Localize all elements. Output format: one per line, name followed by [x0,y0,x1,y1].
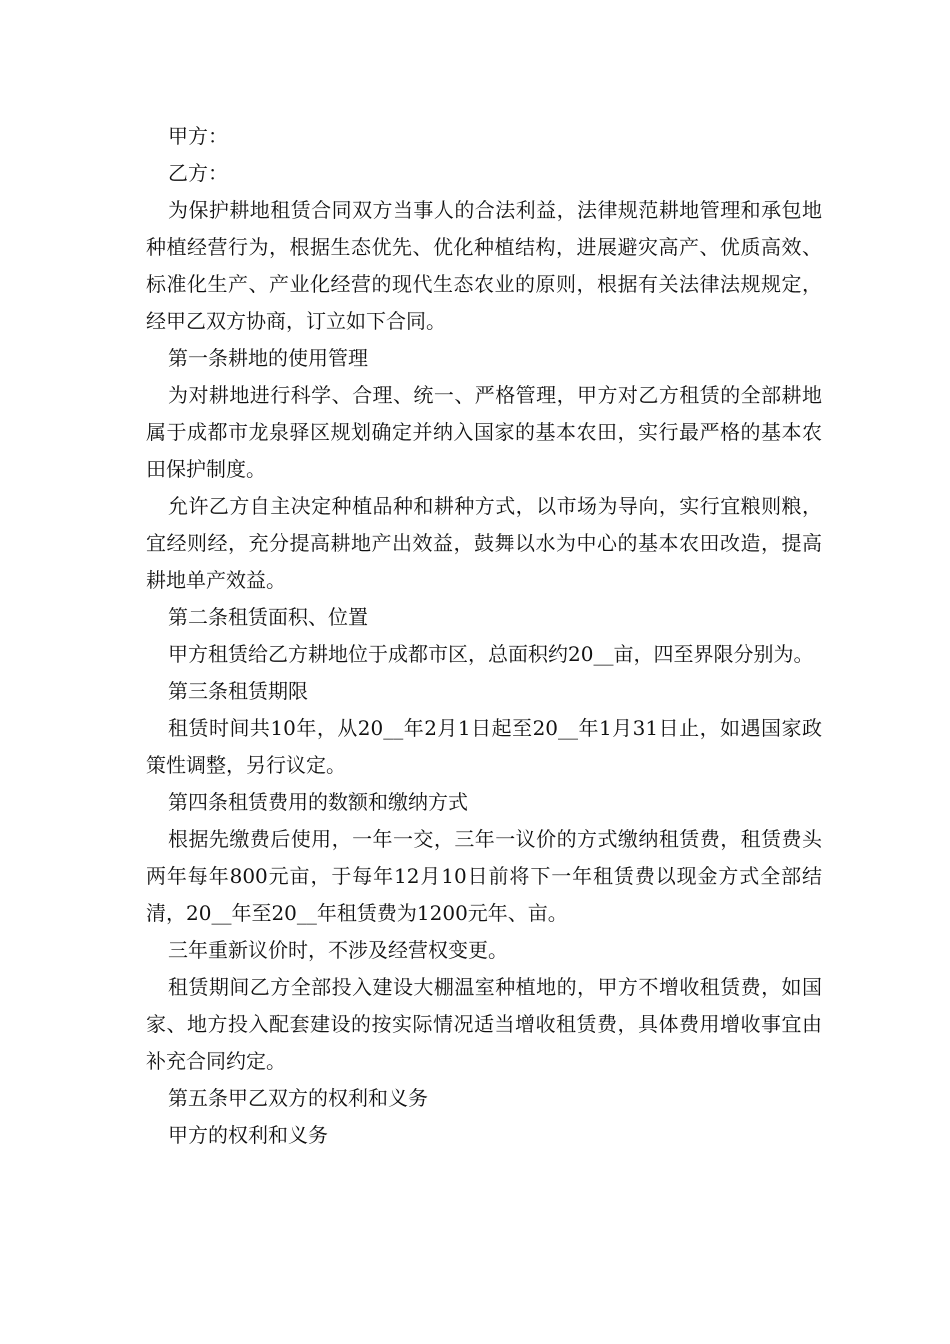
article-1-paragraph-2: 允许乙方自主决定种植品种和耕种方式，以市场为导向，实行宜粮则粮，宜经则经，充分提高耕地产出效益，鼓舞以水为中心的基本农田改造，提高耕地单产效益。 [146,494,822,592]
article-1-paragraph-1: 为对耕地进行科学、合理、统一、严格管理，甲方对乙方租赁的全部耕地属于成都市龙泉驿区规划确定并纳入国家的基本农田，实行最严格的基本农田保护制度。 [146,383,822,481]
party-b-line: 乙方： [168,161,228,185]
article-4-paragraph-3: 租赁期间乙方全部投入建设大棚温室种植地的，甲方不增收租赁费，如国家、地方投入配套建设的按实际情况适当增收租赁费，具体费用增收事宜由补充合同约定。 [146,975,822,1073]
article-4-heading: 第四条租赁费用的数额和缴纳方式 [168,790,468,814]
document-body [146,118,822,1154]
article-2-paragraph: 甲方租赁给乙方耕地位于成都市区，总面积约20__亩，四至界限分别为。 [168,642,814,666]
article-2-heading: 第二条租赁面积、位置 [168,605,368,629]
preamble-paragraph: 为保护耕地租赁合同双方当事人的合法利益，法律规范耕地管理和承包地种植经营行为，根据生态优先、优化种植结构，进展避灾高产、优质高效、标准化生产、产业化经营的现代生态农业的原则，根据有关法律法规规定，经甲乙双方协商，订立如下合同。 [146,198,822,333]
party-a-line: 甲方： [168,124,228,148]
article-1-heading: 第一条耕地的使用管理 [168,346,368,370]
article-4-paragraph-2: 三年重新议价时，不涉及经营权变更。 [168,938,508,962]
article-3-paragraph: 租赁时间共10年，从20__年2月1日起至20__年1月31日止，如遇国家政策性调整，另行议定。 [146,716,822,777]
article-5-heading: 第五条甲乙双方的权利和义务 [168,1086,428,1110]
article-4-paragraph-1: 根据先缴费后使用，一年一交，三年一议价的方式缴纳租赁费，租赁费头两年每年800元亩，于每年12月10日前将下一年租赁费以现金方式全部结清，20__年至20__年租赁费为1200元年、亩。 [146,827,822,925]
article-3-heading: 第三条租赁期限 [168,679,308,703]
article-5-subheading: 甲方的权利和义务 [168,1123,328,1147]
